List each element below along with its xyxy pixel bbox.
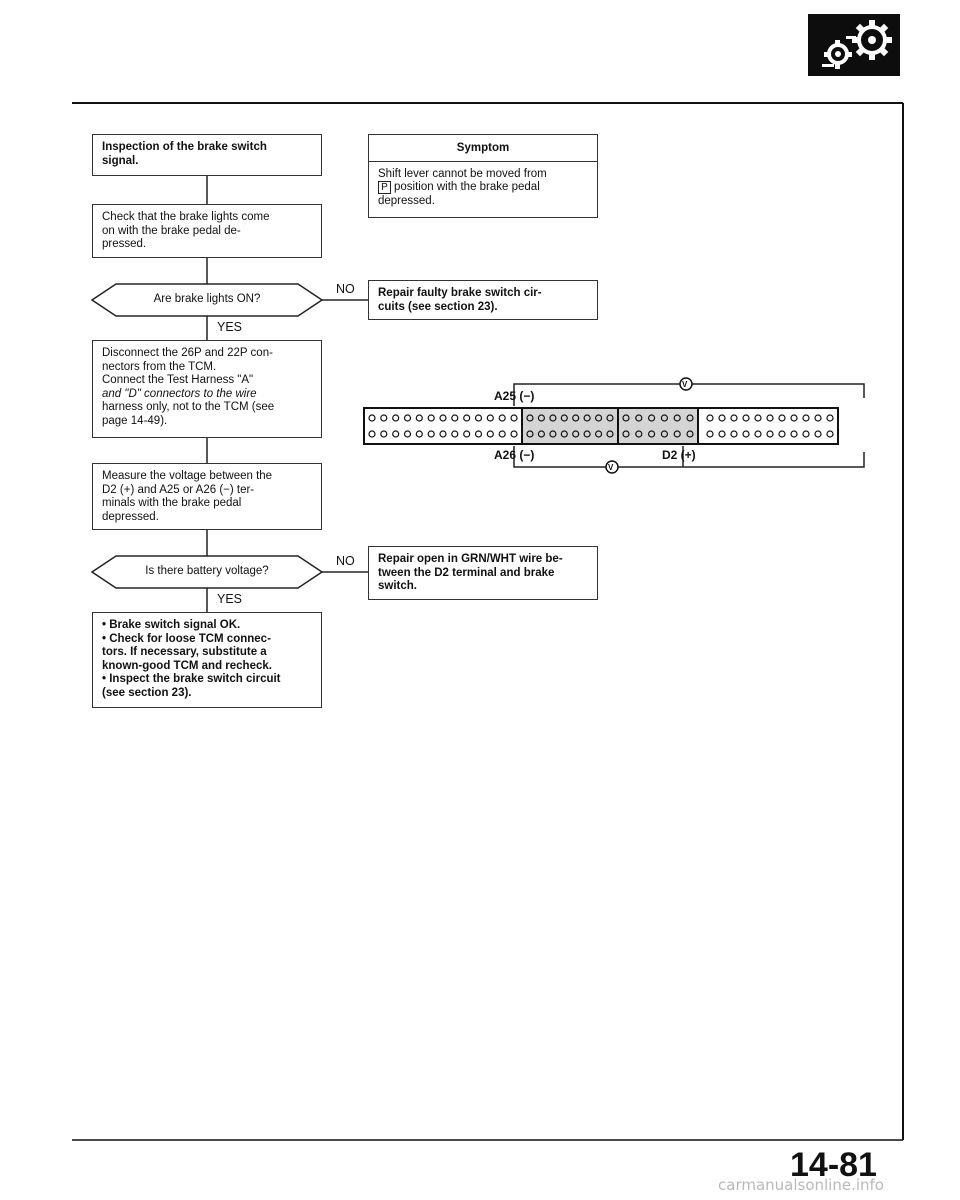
step3-line1: Measure the voltage between the — [102, 470, 273, 482]
step2-line1: Disconnect the 26P and 22P con- — [102, 347, 273, 359]
step3-line2: D2 (+) and A25 or A26 (−) ter- — [102, 483, 255, 496]
question-battery-voltage: Is there battery voltage? — [145, 565, 269, 577]
watermark: carmanualsonline.info — [718, 1176, 884, 1194]
step3-line3: minals with the brake pedal — [102, 497, 242, 509]
repair2-line2: tween the D2 terminal and brake — [378, 566, 555, 579]
result-item-5: • Inspect the brake switch circuit — [102, 673, 312, 687]
result-item-2: • Check for loose TCM connec- — [102, 633, 312, 647]
repair2-line1: Repair open in GRN/WHT wire be- — [378, 553, 563, 565]
step2-line3: Connect the Test Harness "A" — [102, 374, 254, 386]
symptom-title: Symptom — [369, 135, 597, 162]
result-item-6: (see section 23). — [102, 686, 192, 699]
start-box — [92, 134, 322, 176]
a26-terminal-label: A26 (−) — [494, 448, 535, 462]
result-box — [92, 612, 322, 708]
step2-line6: page 14-49). — [102, 414, 168, 427]
q1-yes-label: YES — [217, 320, 243, 334]
disconnect-connectors-box — [92, 340, 322, 438]
measure-voltage-box — [92, 463, 322, 530]
step2-line2: nectors from the TCM. — [102, 360, 217, 373]
result-item-4: known-good TCM and recheck. — [102, 659, 272, 672]
start-line2: signal. — [102, 154, 139, 167]
d2-terminal-label: D2 (+) — [662, 448, 696, 462]
a25-terminal-label: A25 (−) — [494, 389, 535, 403]
page-number: 14-81 — [790, 1146, 877, 1184]
symptom-line1: Shift lever cannot be moved from — [378, 167, 547, 180]
q2-no-label: NO — [336, 554, 355, 568]
result-item-1: • Brake switch signal OK. — [102, 619, 312, 633]
step1-line1: Check that the brake lights come — [102, 211, 270, 223]
step1-line3: pressed. — [102, 238, 147, 250]
repair1-line2: cuits (see section 23). — [378, 300, 498, 313]
symptom-line3: depressed. — [378, 194, 435, 207]
q2-yes-label: YES — [217, 592, 243, 606]
check-brake-lights-box — [92, 204, 322, 258]
step1-line2: on with the brake pedal de- — [102, 224, 241, 237]
symptom-box — [368, 134, 598, 218]
svg-text:V: V — [682, 380, 688, 389]
svg-text:V: V — [608, 463, 614, 472]
repair2-line3: switch. — [378, 580, 417, 592]
repair1-line1: Repair faulty brake switch cir- — [378, 287, 542, 299]
symptom-line2: position with the brake pedal — [394, 181, 540, 193]
start-line1: Inspection of the brake switch — [102, 141, 267, 153]
repair-open-wire-box — [368, 546, 598, 600]
step2-line5: harness only, not to the TCM (see — [102, 401, 275, 413]
step3-line4: depressed. — [102, 510, 159, 523]
question-brake-lights: Are brake lights ON? — [153, 293, 261, 305]
repair-brake-switch-box — [368, 280, 598, 320]
symptom-line2-row — [378, 181, 588, 195]
connector-diagram — [364, 378, 864, 473]
step2-line4: and "D" connectors to the wire — [102, 387, 257, 400]
p-position-icon: P — [378, 181, 391, 194]
q1-no-label: NO — [336, 282, 355, 296]
result-item-3: tors. If necessary, substitute a — [102, 646, 267, 658]
